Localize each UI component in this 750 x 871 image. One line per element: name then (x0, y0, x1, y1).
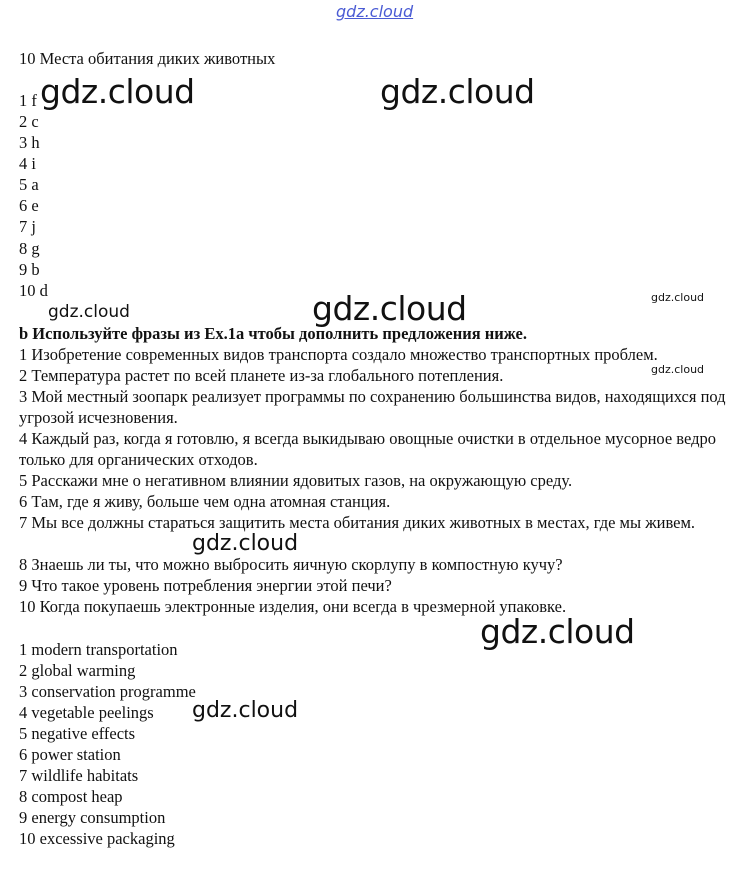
answer-a-item: 6 e (19, 196, 39, 215)
translation-item: 1 Изобретение современных видов транспорта создало множество транспортных проблем. (19, 345, 658, 364)
watermark: gdz.cloud (380, 72, 535, 111)
translation-item: 2 Температура растет по всей планете из-за глобального потепления. (19, 366, 504, 385)
watermark: gdz.cloud (651, 363, 705, 376)
answer-b-item: 7 wildlife habitats (19, 766, 139, 785)
answer-a-item: 10 d (19, 281, 48, 300)
answer-b-item: 5 negative effects (19, 724, 136, 743)
translation-item: 6 Там, где я живу, больше чем одна атомная станция. (19, 492, 391, 511)
translation-item: 8 Знаешь ли ты, что можно выбросить яичную скорлупу в компостную кучу? (19, 555, 563, 574)
translation-item: 9 Что такое уровень потребления энергии этой печи? (19, 576, 392, 595)
watermark: gdz.cloud (651, 291, 705, 304)
watermark: gdz.cloud (48, 302, 130, 322)
answer-b-item: 6 power station (19, 745, 121, 764)
watermark: gdz.cloud (192, 531, 299, 556)
answer-a-item: 4 i (19, 154, 36, 173)
watermark-top: gdz.cloud (336, 2, 414, 21)
answer-b-item: 4 vegetable peelings (19, 703, 154, 722)
answer-a-item: 1 f (19, 91, 37, 110)
watermark: gdz.cloud (480, 612, 635, 651)
translation-item: 7 Мы все должны стараться защитить места обитания диких животных в местах, где мы живем. (19, 513, 696, 532)
answer-a-item: 2 c (19, 112, 39, 131)
watermark: gdz.cloud (192, 698, 299, 723)
answer-b-item: 9 energy consumption (19, 808, 166, 827)
answer-a-item: 3 h (19, 133, 40, 152)
answer-a-item: 7 j (19, 217, 36, 236)
answer-b-item: 3 conservation programme (19, 682, 196, 701)
translation-item: 10 Когда покупаешь электронные изделия, они всегда в чрезмерной упаковке. (19, 597, 567, 616)
answer-a-item: 5 a (19, 175, 39, 194)
answer-a-item: 8 g (19, 239, 40, 258)
answer-b-item: 2 global warming (19, 661, 136, 680)
answer-b-item: 8 compost heap (19, 787, 123, 806)
translation-item: 3 Мой местный зоопарк реализует программы по сохранению большинства видов, находящихся под угрозой исчезновения. (19, 387, 726, 427)
answer-b-item: 10 excessive packaging (19, 829, 175, 848)
translation-item: 5 Расскажи мне о негативном влиянии ядовитых газов, на окружающую среду. (19, 471, 573, 490)
answer-a-item: 9 b (19, 260, 40, 279)
section-b-heading: b Используйте фразы из Ex.1a чтобы дополнить предложения ниже. (19, 324, 527, 343)
page-title: 10 Места обитания диких животных (19, 49, 276, 68)
watermark: gdz.cloud (40, 72, 195, 111)
translation-item: 4 Каждый раз, когда я готовлю, я всегда выкидываю овощные очистки в отдельное мусорное ведро только для органических отходов. (19, 429, 717, 469)
answer-b-item: 1 modern transportation (19, 640, 178, 659)
watermark: gdz.cloud (312, 289, 467, 328)
